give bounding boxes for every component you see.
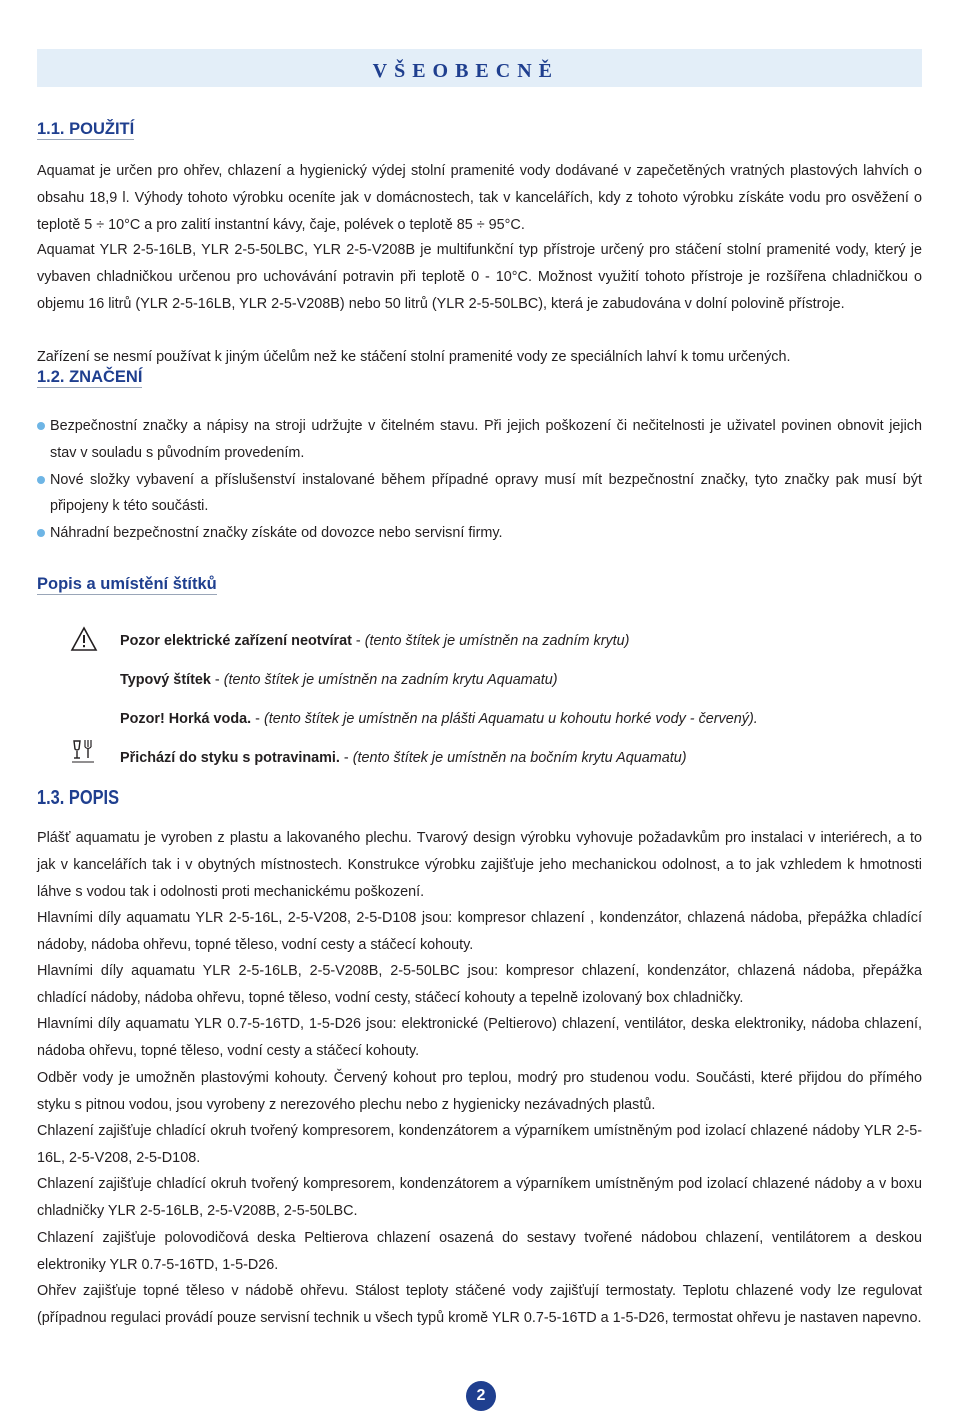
paragraph-1-3-e: Odběr vody je umožněn plastovými kohouty. Červený kohout pro teplou, modrý pro studenou vodu. Součásti, které přijdou do přímého styku s pitnou vodou, jsou vyrobeny z nerezového plechu nebo z hygienicky nezávadných plastů. <box>37 1070 922 1113</box>
paragraph-1-3-a: Plášť aquamatu je vyroben z plastu a lakovaného plechu. Tvarový design výrobku vyhovuje požadavkům pro instalaci v interiérech, a to jak v kancelářích tak i v obytných místnostech. Konstrukce výrobku zajišťuje jeho mechanickou odolnost, a to jak vzhledem k hmotnosti láhve s vodou tak i odolnosti proti mechanickému poškození. <box>37 830 922 900</box>
paragraph-1-3-g: Chlazení zajišťuje chladící okruh tvořený kompresorem, kondenzátorem a výparníkem umístněným pod izolací chlazené nádoby a v boxu chladničky YLR 2-5-16LB, 2-5-V208B, 2-5-50LBC. <box>37 1176 922 1219</box>
label-row-food-contact <box>120 750 687 766</box>
header-band <box>37 49 922 87</box>
label-row-hot-water <box>120 711 758 727</box>
paragraph-1-1-b: Aquamat YLR 2-5-16LB, YLR 2-5-50LBC, YLR 2-5-V208B je multifunkční typ přístroje určený pro stáčení stolní pramenité vody, který je vybaven chladničkou určenou pro uchovávání potravin při teplotě 0 - 10°C. Možnost využití tohoto přístroje je rozšířena chladničkou o objemu 16 litrů (YLR 2-5-16LB, YLR 2-5-V208B) nebo 50 litrů (YLR 2-5-50LBC), která je zabudována v dolní polovině přístroje. <box>37 242 922 312</box>
paragraph-1-3-b: Hlavními díly aquamatu YLR 2-5-16L, 2-5-V208, 2-5-D108 jsou: kompresor chlazení , kondenzátor, chlazená nádoba, přepážka chladící nádoby, nádoba ohřevu, topné těleso, vodní cesty a stáčecí kohouty. <box>37 910 922 953</box>
label-row-type-plate <box>120 672 558 688</box>
bullet-dot-icon <box>37 529 45 537</box>
list-item <box>37 467 922 521</box>
page-title: VŠEOBECNĚ <box>372 60 559 82</box>
section-heading-pouziti <box>37 120 134 139</box>
paragraph-1-3-f: Chlazení zajišťuje chladící okruh tvořený kompresorem, kondenzátorem a výparníkem umístněným pod izolací chlazené nádoby YLR 2-5-16L, 2-5-V208, 2-5-D108. <box>37 1123 922 1166</box>
page-number-badge: 2 <box>466 1381 496 1411</box>
label-row-electric <box>120 633 629 649</box>
paragraph-1-1-c: Zařízení se nesmí používat k jiným účelům než ke stáčení stolní pramenité vody ze speciálních lahví k tomu určených. <box>37 349 791 365</box>
label-location: (tento štítek je umístněn na bočním krytu Aquamatu) <box>352 750 687 766</box>
section-heading-stitky <box>37 575 217 594</box>
section-heading-znaceni <box>37 368 142 387</box>
paragraph-1-3-c: Hlavními díly aquamatu YLR 2-5-16LB, 2-5-V208B, 2-5-50LBC jsou: kompresor chlazení, kondenzátor, chlazená nádoba, přepážka chladící nádoby, nádoba ohřevu, topné těleso, vodní cesty, stáčecí kohouty a tepelně izolovaný box chladničky. <box>37 963 922 1006</box>
section-heading-label: 1.1. POUŽITÍ <box>37 120 135 138</box>
list-item <box>37 520 922 547</box>
food-contact-icon <box>71 738 95 769</box>
list-item-text: Bezpečnostní značky a nápisy na stroji udržujte v čitelném stavu. Při jejich poškození či nečitelnosti je uživatel povinen obnovit jejich stav v souladu s původním provedením. <box>50 418 922 461</box>
label-separator: - <box>251 711 264 727</box>
marking-bullet-list <box>37 413 922 547</box>
label-separator: - <box>210 672 224 688</box>
paragraph-1-1-a: Aquamat je určen pro ohřev, chlazení a hygienický výdej stolní pramenité vody dodávané v zapečetěných vratných plastových lahvích o obsahu 18,9 l. Výhody tohoto výrobku oceníte jak v domácnostech, tak v kancelářích, kdy z tohoto výrobku získáte vodu pro osvěžení o teplotě 5 ÷ 10°C a pro zalití instantní kávy, čaje, polévek o teplotě 85 ÷ 95°C. <box>37 163 922 233</box>
paragraph-1-3-h: Chlazení zajišťuje polovodičová deska Peltierova chlazení osazená do sestavy tvořené nádobou chlazení, ventilátorem a deskou elektroniky YLR 0.7-5-16TD, 1-5-D26. <box>37 1230 922 1273</box>
bullet-dot-icon <box>37 476 45 484</box>
label-location: (tento štítek je umístněn na zadním krytu) <box>364 633 630 649</box>
list-item-text: Náhradní bezpečnostní značky získáte od dovozce nebo servisní firmy. <box>50 525 503 542</box>
section-heading-label: Popis a umístění štítků <box>37 575 217 593</box>
label-separator: - <box>339 750 353 766</box>
paragraph-1-3-i: Ohřev zajišťuje topné těleso v nádobě ohřevu. Stálost teploty stáčené vody zajišťují termostaty. Teplotu chlazené vody lze regulovat (případnou regulaci provádí pouze servisní technik u všech typů kromě YLR 0.7-5-16TD a 1-5-D26, termostat ohřevu je nastaven napevno. <box>37 1283 922 1326</box>
bullet-dot-icon <box>37 422 45 430</box>
section-heading-popis: 1.3. POPIS <box>37 787 120 809</box>
label-location: (tento štítek je umístněn na zadním krytu Aquamatu) <box>223 672 558 688</box>
label-separator: - <box>351 633 365 649</box>
label-title: Pozor elektrické zařízení neotvírat <box>120 633 352 649</box>
paragraph-1-3-d: Hlavními díly aquamatu YLR 0.7-5-16TD, 1-5-D26 jsou: elektronické (Peltierovo) chlazení, ventilátor, deska elektroniky, nádoba chlazení, nádoba ohřevu, topné těleso, vodní cesty a stáčecí kohouty. <box>37 1016 922 1059</box>
list-item-text: Nové složky vybavení a příslušenství instalované během případné opravy musí mít bezpečnostní značky, tyto značky pak musí být připojeny k této součásti. <box>50 471 922 515</box>
label-location: (tento štítek je umístněn na plášti Aquamatu u kohoutu horké vody - červený). <box>263 711 758 727</box>
label-title: Přichází do styku s potravinami. <box>120 750 340 766</box>
section-heading-label: 1.2. ZNAČENÍ <box>37 368 143 386</box>
label-title: Pozor! Horká voda. <box>120 711 252 727</box>
warning-triangle-icon <box>70 626 98 657</box>
label-title: Typový štítek <box>120 672 211 688</box>
list-item <box>37 413 922 467</box>
